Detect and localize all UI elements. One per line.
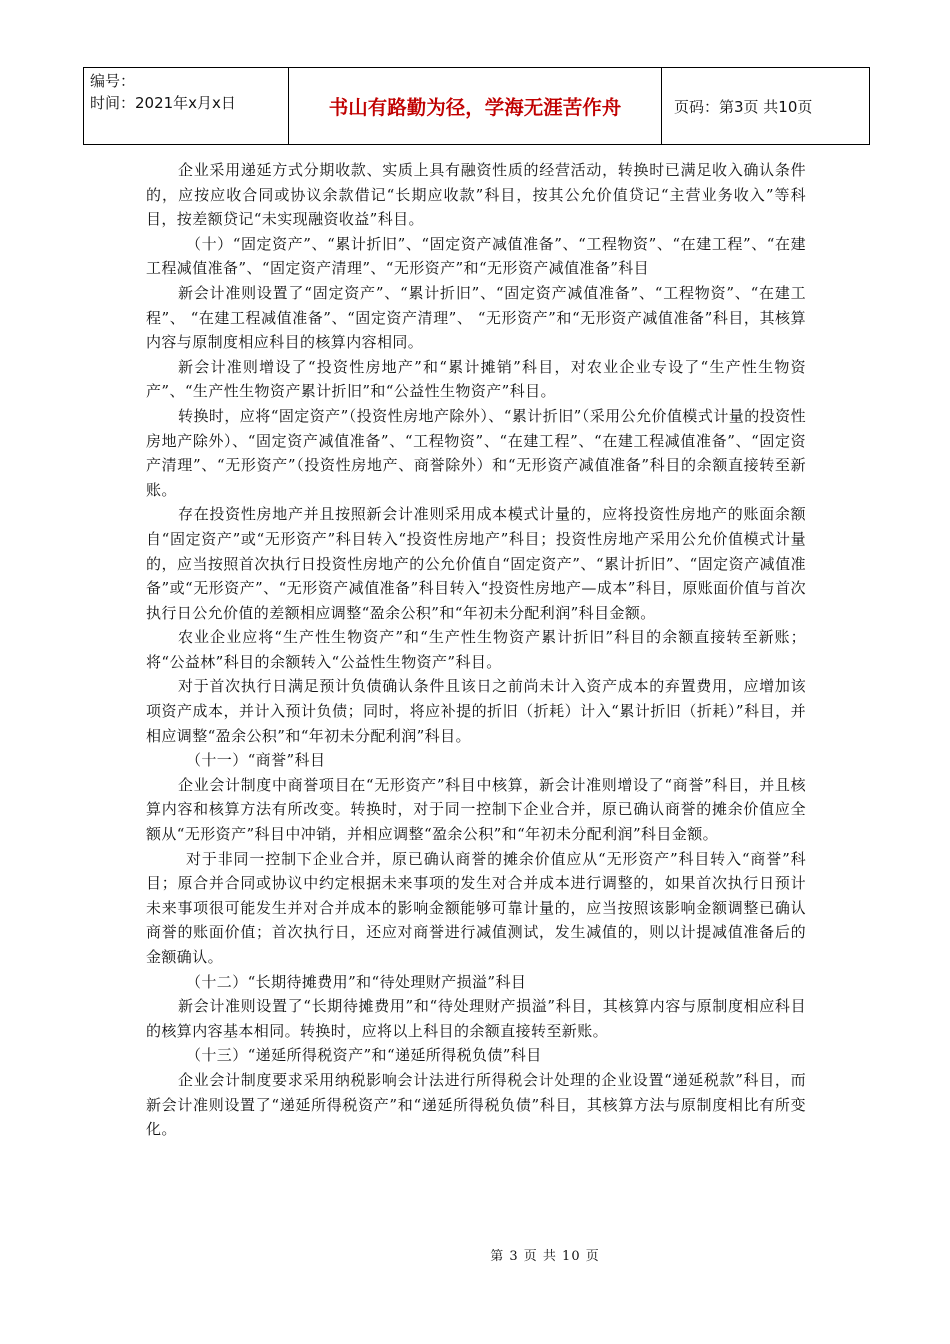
document-body xyxy=(146,158,806,1142)
section-heading: （十二）“长期待摊费用”和“待处理财产损溢”科目 xyxy=(186,972,527,991)
paragraph: 对于非同一控制下企业合并，原已确认商誉的摊余价值应从“无形资产”科目转入“商誉”科目；原合并合同或协议中约定根据未来事项的发生对合并成本进行调整的，如果首次执行日预计未来事项很可能发生并对合并成本的影响金额能够可靠计量的，应当按照该影响金额调整已确认商誉的账面价值；首次执行日，还应对商誉进行减值测试，发生减值的，则以计提减值准备后的金额确认。 xyxy=(146,849,806,966)
paragraph: 新会计准则设置了“长期待摊费用”和“待处理财产损溢”科目，其核算内容与原制度相应科目的核算内容基本相同。转换时，应将以上科目的余额直接转至新账。 xyxy=(146,997,806,1040)
section-heading: （十三）“递延所得税资产”和“递延所得税负债”科目 xyxy=(186,1046,542,1065)
paragraph: 企业会计制度中商誉项目在“无形资产”科目中核算，新会计准则增设了“商誉”科目，并且核算内容和核算方法有所改变。转换时，对于同一控制下企业合并，原已确认商誉的摊余价值应全额从“无形资产”科目中冲销，并相应调整“盈余公积”和“年初未分配利润”科目金额。 xyxy=(146,775,806,844)
paragraph: 对于首次执行日满足预计负债确认条件且该日之前尚未计入资产成本的弃置费用，应增加该项资产成本，并计入预计负债；同时，将应补提的折旧（折耗）计入“累计折旧（折耗）”科目，并相应调整“盈余公积”和“年初未分配利润”科目。 xyxy=(146,677,806,745)
paragraph: 新会计准则设置了“固定资产”、“累计折旧”、“固定资产减值准备”、“工程物资”、“在建工程”、 “在建工程减值准备”、“固定资产清理”、 “无形资产”和“无形资产减值准备”科目，其核算内容与原制度相应科目的核算内容相同。 xyxy=(146,283,806,352)
paragraph: 企业会计制度要求采用纳税影响会计法进行所得税会计处理的企业设置“递延税款”科目，而新会计准则设置了“递延所得税资产”和“递延所得税负债”科目，其核算方法与原制度相比有所变化。 xyxy=(146,1070,806,1139)
page-header xyxy=(83,67,870,145)
paragraph: 存在投资性房地产并且按照新会计准则采用成本模式计量的，应将投资性房地产的账面余额自“固定资产”或“无形资产”科目转入“投资性房地产”科目；投资性房地产采用公允价值模式计量的，应当按照首次执行日投资性房地产的公允价值自“固定资产”、“累计折旧”、“固定资产减值准备”或“无形资产”、“无形资产减值准备”科目转入“投资性房地产—成本”科目，原账面价值与首次执行日公允价值的差额相应调整“盈余公积”和“年初未分配利润”科目金额。 xyxy=(146,505,806,622)
header-page-number: 页码：第3页 共10页 xyxy=(662,68,870,145)
page-footer xyxy=(0,1245,950,1264)
paragraph: 转换时，应将“固定资产”（投资性房地产除外）、“累计折旧”（采用公允价值模式计量的投资性房地产除外）、“固定资产减值准备”、“工程物资”、“在建工程”、“在建工程减值准备”、“固定资产清理”、“无形资产”（投资性房地产、商誉除外）和“无形资产减值准备”科目的余额直接转至新账。 xyxy=(146,406,806,499)
paragraph: 新会计准则增设了“投资性房地产”和“累计摊销”科目，对农业企业专设了“生产性生物资产”、“生产性生物资产累计折旧”和“公益性生物资产”科目。 xyxy=(146,357,806,401)
header-meta xyxy=(84,68,289,145)
paragraph: 农业企业应将“生产性生物资产”和“生产性生物资产累计折旧”科目的余额直接转至新账；将“公益林”科目的余额转入“公益性生物资产”科目。 xyxy=(146,628,806,671)
header-date: 时间：2021年x月x日 xyxy=(90,94,236,112)
paragraph: 企业采用递延方式分期收款、实质上具有融资性质的经营活动，转换时已满足收入确认条件的，应按应收合同或协议余款借记“长期应收款”科目，按其公允价值贷记“主营业务收入”等科目，按差额贷记“未实现融资收益”科目。 xyxy=(146,161,806,229)
header-motto: 书山有路勤为径，学海无涯苦作舟 xyxy=(289,68,662,145)
section-heading: （十一）“商誉”科目 xyxy=(186,751,326,770)
section-heading: （十）“固定资产”、“累计折旧”、“固定资产减值准备”、“工程物资”、“在建工程”、“在建工程减值准备”、“固定资产清理”、“无形资产”和“无形资产减值准备”科目 xyxy=(146,234,806,278)
header-code: 编号： xyxy=(90,72,136,90)
footer-page-number: 第 3 页 共 10 页 xyxy=(490,1249,600,1264)
